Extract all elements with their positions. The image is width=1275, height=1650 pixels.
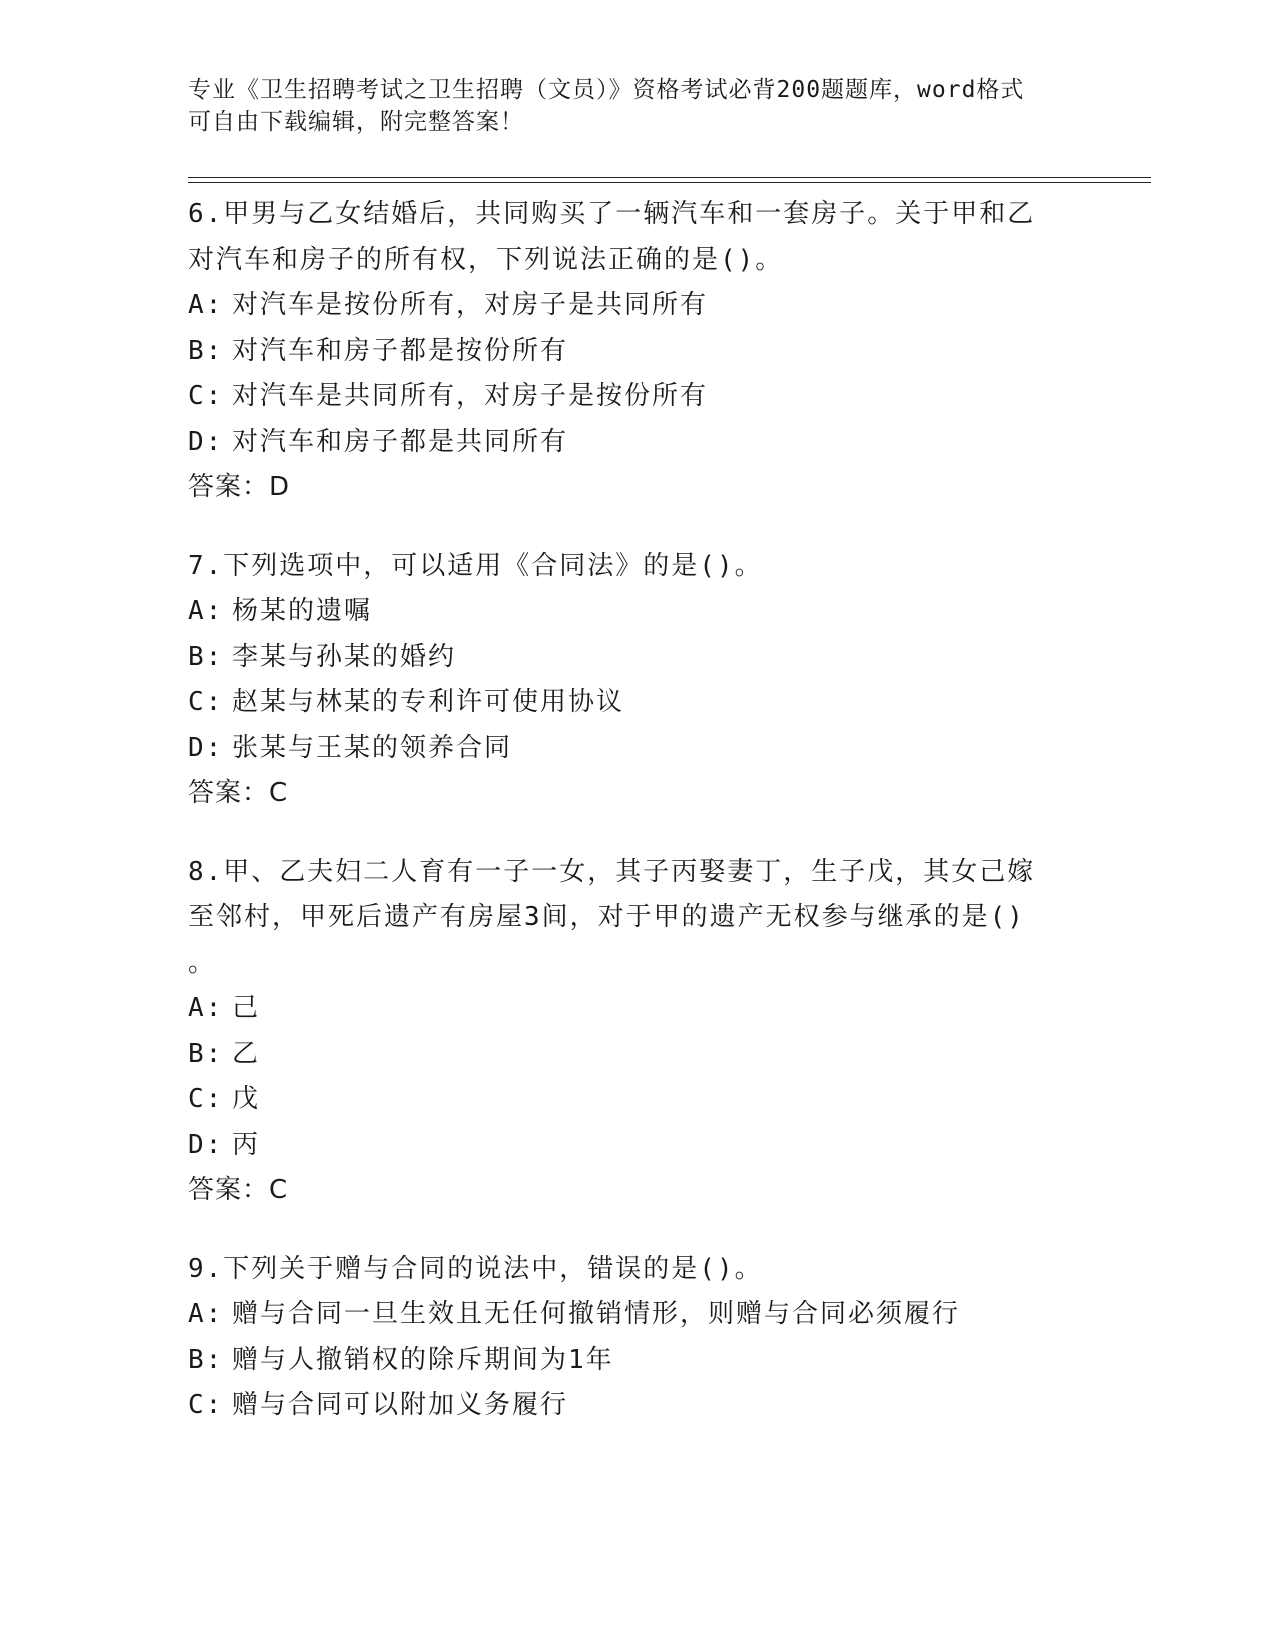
option-text: 对汽车和房子都是共同所有 <box>232 426 569 457</box>
option-text: 赵某与林某的专利许可使用协议 <box>232 687 625 717</box>
option-key: C: <box>188 1390 224 1420</box>
option-b <box>188 1338 1088 1384</box>
option-text: 李某与孙某的婚约 <box>232 641 457 672</box>
option-c <box>188 1077 1088 1123</box>
question-8 <box>188 850 1088 1214</box>
option-text: 戊 <box>232 1084 261 1114</box>
option-text: 赠与合同可以附加义务履行 <box>232 1390 569 1420</box>
option-text: 赠与合同一旦生效且无任何撤销情形，则赠与合同必须履行 <box>232 1299 961 1329</box>
option-key: A: <box>188 993 224 1023</box>
option-key: B: <box>188 641 224 672</box>
option-text: 己 <box>232 993 261 1023</box>
option-text: 乙 <box>232 1038 261 1069</box>
option-text: 对汽车是共同所有，对房子是按份所有 <box>232 381 709 411</box>
option-text: 杨某的遗嘱 <box>232 596 373 626</box>
question-7 <box>188 544 1088 817</box>
option-d <box>188 1123 1088 1169</box>
question-text-line: 。 <box>188 947 217 978</box>
header-line-2: 可自由下载编辑，附完整答案！ <box>188 109 524 135</box>
header-divider-top <box>188 177 1151 178</box>
question-text-line: 9.下列关于赠与合同的说法中，错误的是()。 <box>188 1253 763 1284</box>
option-key: A: <box>188 290 224 320</box>
header-line-1: 专业《卫生招聘考试之卫生招聘（文员）》资格考试必背200题题库，word格式 <box>188 77 1025 103</box>
option-b <box>188 329 1088 375</box>
question-text-line: 至邻村，甲死后遗产有房屋3间，对于甲的遗产无权参与继承的是() <box>188 902 1025 932</box>
question-text-line: 对汽车和房子的所有权，下列说法正确的是()。 <box>188 244 784 275</box>
option-text: 对汽车和房子都是按份所有 <box>232 335 569 366</box>
header-divider-bottom <box>188 182 1151 183</box>
option-key: A: <box>188 1299 224 1329</box>
option-key: C: <box>188 687 224 717</box>
option-key: A: <box>188 596 224 626</box>
option-a <box>188 283 1088 329</box>
option-b <box>188 635 1088 681</box>
answer-line: 答案：C <box>188 778 289 808</box>
question-text-line: 8.甲、乙夫妇二人育有一子一女，其子丙娶妻丁，生子戊，其女己嫁 <box>188 856 1036 887</box>
question-text-line: 7.下列选项中，可以适用《合同法》的是()。 <box>188 550 763 581</box>
question-list <box>188 192 1088 1462</box>
page-header <box>188 74 1068 138</box>
option-key: D: <box>188 732 224 763</box>
question-6 <box>188 192 1088 511</box>
option-c <box>188 680 1088 726</box>
answer-line: 答案：D <box>188 472 291 502</box>
answer-line: 答案：C <box>188 1175 289 1205</box>
option-text: 对汽车是按份所有，对房子是共同所有 <box>232 290 709 320</box>
option-key: D: <box>188 1129 224 1160</box>
option-key: B: <box>188 1344 224 1375</box>
option-a <box>188 986 1088 1032</box>
option-a <box>188 589 1088 635</box>
question-9 <box>188 1247 1088 1429</box>
option-c <box>188 374 1088 420</box>
option-key: C: <box>188 381 224 411</box>
option-a <box>188 1292 1088 1338</box>
option-d <box>188 726 1088 772</box>
question-text-line: 6.甲男与乙女结婚后，共同购买了一辆汽车和一套房子。关于甲和乙 <box>188 199 1036 229</box>
option-d <box>188 420 1088 466</box>
option-key: C: <box>188 1084 224 1114</box>
option-text: 丙 <box>232 1129 261 1160</box>
option-key: D: <box>188 426 224 457</box>
option-key: B: <box>188 1038 224 1069</box>
option-key: B: <box>188 335 224 366</box>
option-b <box>188 1032 1088 1078</box>
option-c <box>188 1383 1088 1429</box>
option-text: 张某与王某的领养合同 <box>232 732 513 763</box>
option-text: 赠与人撤销权的除斥期间为1年 <box>232 1344 614 1375</box>
